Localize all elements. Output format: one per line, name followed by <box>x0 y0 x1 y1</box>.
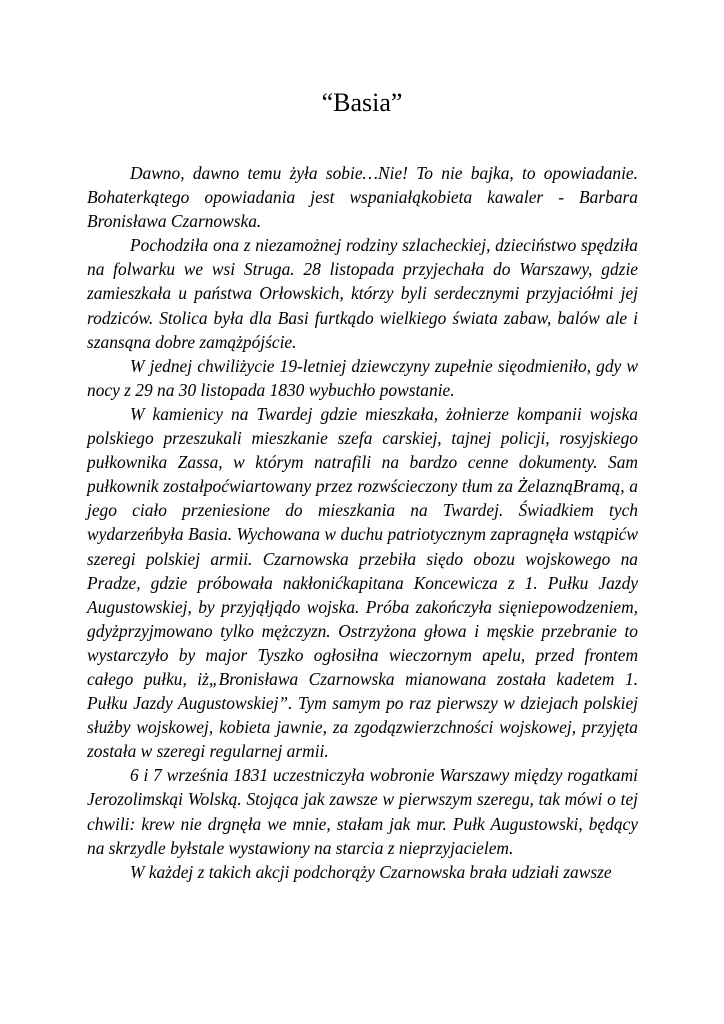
paragraph-6: W każdej z takich akcji podchorąży Czarnowska brała udziałi zawsze <box>130 861 612 882</box>
document-title: “Basia” <box>321 88 403 117</box>
paragraph-5: 6 i 7 września 1831 uczestniczyła wobronie Warszawy między rogatkami Jerozolimskąi Wolską. Stojąca jak zawsze w pierwszym szeregu, tak mówi o tej chwili: krew nie drgnęła we mnie, stałam jak mur. Pułk Augustowski, będący na skrzydle byłstale wystawiony na starcia z nieprzyjacielem. <box>87 765 638 858</box>
paragraph-4: W kamienicy na Twardej gdzie mieszkała, żołnierze kompanii wojska polskiego przeszukali mieszkanie szefa carskiej, tajnej policji, rosyjskiego pułkownika Zassa, w którym natrafili na bardzo cenne dokumenty. Sam pułkownik zostałpoćwiartowany przez rozwścieczony tłum za ŻelaznąBramą, a jego ciało przeniesione do mieszkania na Twardej. Świadkiem tych wydarzeńbyła Basia. Wychowana w duchu patriotycznym zapragnęła wstąpićw szeregi polskiej armii. Czarnowska przebiła siędo obozu wojskowego na Pradze, gdzie próbowała nakłonićkapitana Koncewicza z 1. Pułku Jazdy Augustowskiej, by przyjąłjądo wojska. Próba zakończyła sięniepowodzeniem, gdyżprzyjmowano tylko mężczyzn. Ostrzyżona głowa i męskie przebranie to wystarczyło by major Tyszko ogłosiłna wieczornym apelu, przed frontem całego pułku, iż„Bronisława Czarnowska mianowana została kadetem 1. Pułku Jazdy Augustowskiej”. Tym samym po raz pierwszy w dziejach polskiej służby wojskowej, kobieta jawnie, za zgodązwierzchności wojskowej, przyjęta została w szeregi regularnej armii. <box>87 403 638 762</box>
document-body <box>87 161 638 884</box>
paragraph-2: Pochodziła ona z niezamożnej rodziny szlacheckiej, dzieciństwo spędziła na folwarku we wsi Struga. 28 listopada przyjechała do Warszawy, gdzie zamieszkała u państwa Orłowskich, którzy byli serdecznymi przyjaciółmi jej rodziców. Stolica była dla Basi furtkądo wielkiego świata zabaw, balów ale i szansąna dobre zamążpójście. <box>87 235 638 352</box>
paragraph-1: Dawno, dawno temu żyła sobie…Nie! To nie bajka, to opowiadanie. Bohaterkątego opowiadania jest wspaniałąkobieta kawaler - Barbara Bronisława Czarnowska. <box>87 163 638 232</box>
paragraph-3: W jednej chwiliżycie 19-letniej dziewczyny zupełnie sięodmieniło, gdy w nocy z 29 na 30 listopada 1830 wybuchło powstanie. <box>87 355 638 400</box>
